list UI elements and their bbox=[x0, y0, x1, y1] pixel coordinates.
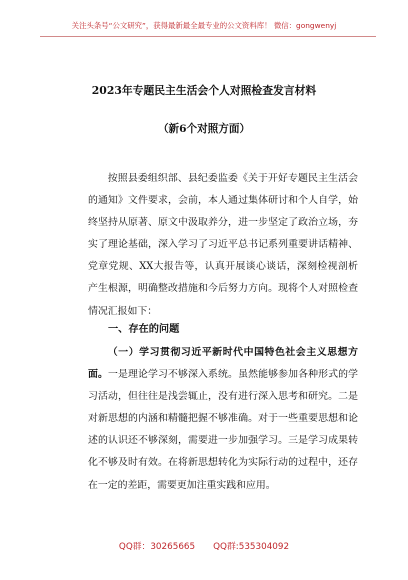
subsection-title: （一）学习贯彻习近平新时代中国特色社会主义思想方面。 bbox=[88, 347, 358, 381]
subsection-body: 一是理论学习不够深入系统。虽然能够参加各种形式的学习活动，但往往是浅尝辄止，没有进行深入思考和研究。二是对新思想的内涵和精髓把握不够准确。对于一些重要思想和论述的认识还不够深刻，需要进一步加强学习。三是学习成果转化不够及时有效。在将新思想转化为实际行动的过程中，还存在一定的差距，需要更加注重实践和应用。 bbox=[88, 369, 358, 491]
footer-qq-group-1: QQ群：30265665 bbox=[118, 542, 196, 552]
document-title: 2023年专题民主生活会个人对照检查发言材料 bbox=[91, 84, 317, 97]
header-banner: 关注头条号“公文研究”，获得最新最全最专业的公文资料库！ 微信：gongwenyj bbox=[71, 21, 337, 30]
document-subtitle: （新6个对照方面） bbox=[157, 123, 251, 135]
footer-qq-group-2: QQ群:535304092 bbox=[213, 542, 290, 552]
subsection-paragraph bbox=[88, 342, 358, 497]
section-heading: 一、存在的问题 bbox=[108, 323, 180, 335]
header-divider bbox=[40, 36, 376, 37]
footer bbox=[0, 539, 408, 552]
intro-paragraph: 按照县委组织部、县纪委监委《关于开好专题民主生活会的通知》文件要求，会前，本人通过集体研讨和个人自学，始终坚持从原著、原文中汲取养分，进一步坚定了政治立场，夯实了理论基础，深入学习了习近平总书记系列重要讲话精神、党章党规、XX大报告等，认真开展谈心谈话，深刻检视剖析产生根源，明确整改措施和今后努力方向。现将个人对照检查情况汇报如下： bbox=[88, 173, 358, 317]
